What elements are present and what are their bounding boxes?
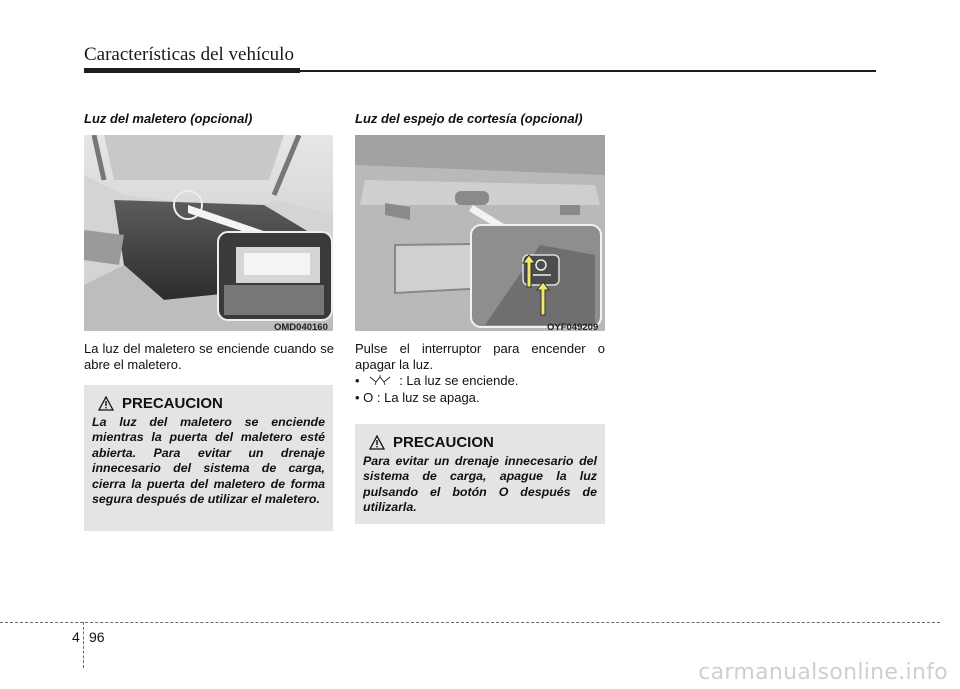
right-body-text: Pulse el interruptor para encender o apagar la luz. [355, 341, 605, 372]
bullet-lamp-off-text: O : La luz se apaga. [363, 390, 480, 405]
lamp-on-icon [367, 375, 393, 385]
caution-heading: PRECAUCION [393, 434, 494, 451]
right-caution-box [355, 424, 605, 524]
right-image-caption: OYF049209 [547, 322, 599, 333]
caution-text: La luz del maletero se enciende mientras la puerta del maletero esté abierta. Para evitar un drenaje innecesario del sistema de carga, cierra la puerta del maletero de forma segura después de utilizar el maletero. [92, 415, 325, 507]
bullet-lamp-on-text: : La luz se enciende. [399, 373, 519, 388]
trunk-light-illustration [84, 135, 333, 331]
footer-dashed-rule [0, 622, 940, 623]
header-title: Características del vehículo [84, 44, 294, 65]
bullet-lamp-off: • O : La luz se apaga. [355, 390, 480, 405]
caution-text: Para evitar un drenaje innecesario del sistema de carga, apague la luz pulsando el botón O después de utilizarla. [363, 454, 597, 515]
footer-vertical-rule [83, 622, 84, 668]
left-body-text: La luz del maletero se enciende cuando se abre el maletero. [84, 341, 334, 372]
page-number: 96 [89, 629, 105, 645]
left-caution-box [84, 385, 333, 531]
bullet-lamp-on: • : La luz se enciende. [355, 373, 519, 388]
header-rule-thin [300, 70, 876, 72]
caution-heading-row [369, 434, 494, 451]
right-section-title: Luz del espejo de cortesía (opcional) [355, 111, 583, 126]
chapter-number: 4 [72, 629, 80, 645]
left-section-title: Luz del maletero (opcional) [84, 111, 253, 126]
left-image-caption: OMD040160 [274, 322, 328, 333]
caution-heading-row [98, 395, 223, 412]
watermark: carmanualsonline.info [698, 660, 948, 685]
warning-icon [369, 435, 385, 450]
header-rule-thick [84, 68, 300, 73]
caution-heading: PRECAUCION [122, 395, 223, 412]
vanity-mirror-illustration [355, 135, 605, 331]
warning-icon [98, 396, 114, 411]
